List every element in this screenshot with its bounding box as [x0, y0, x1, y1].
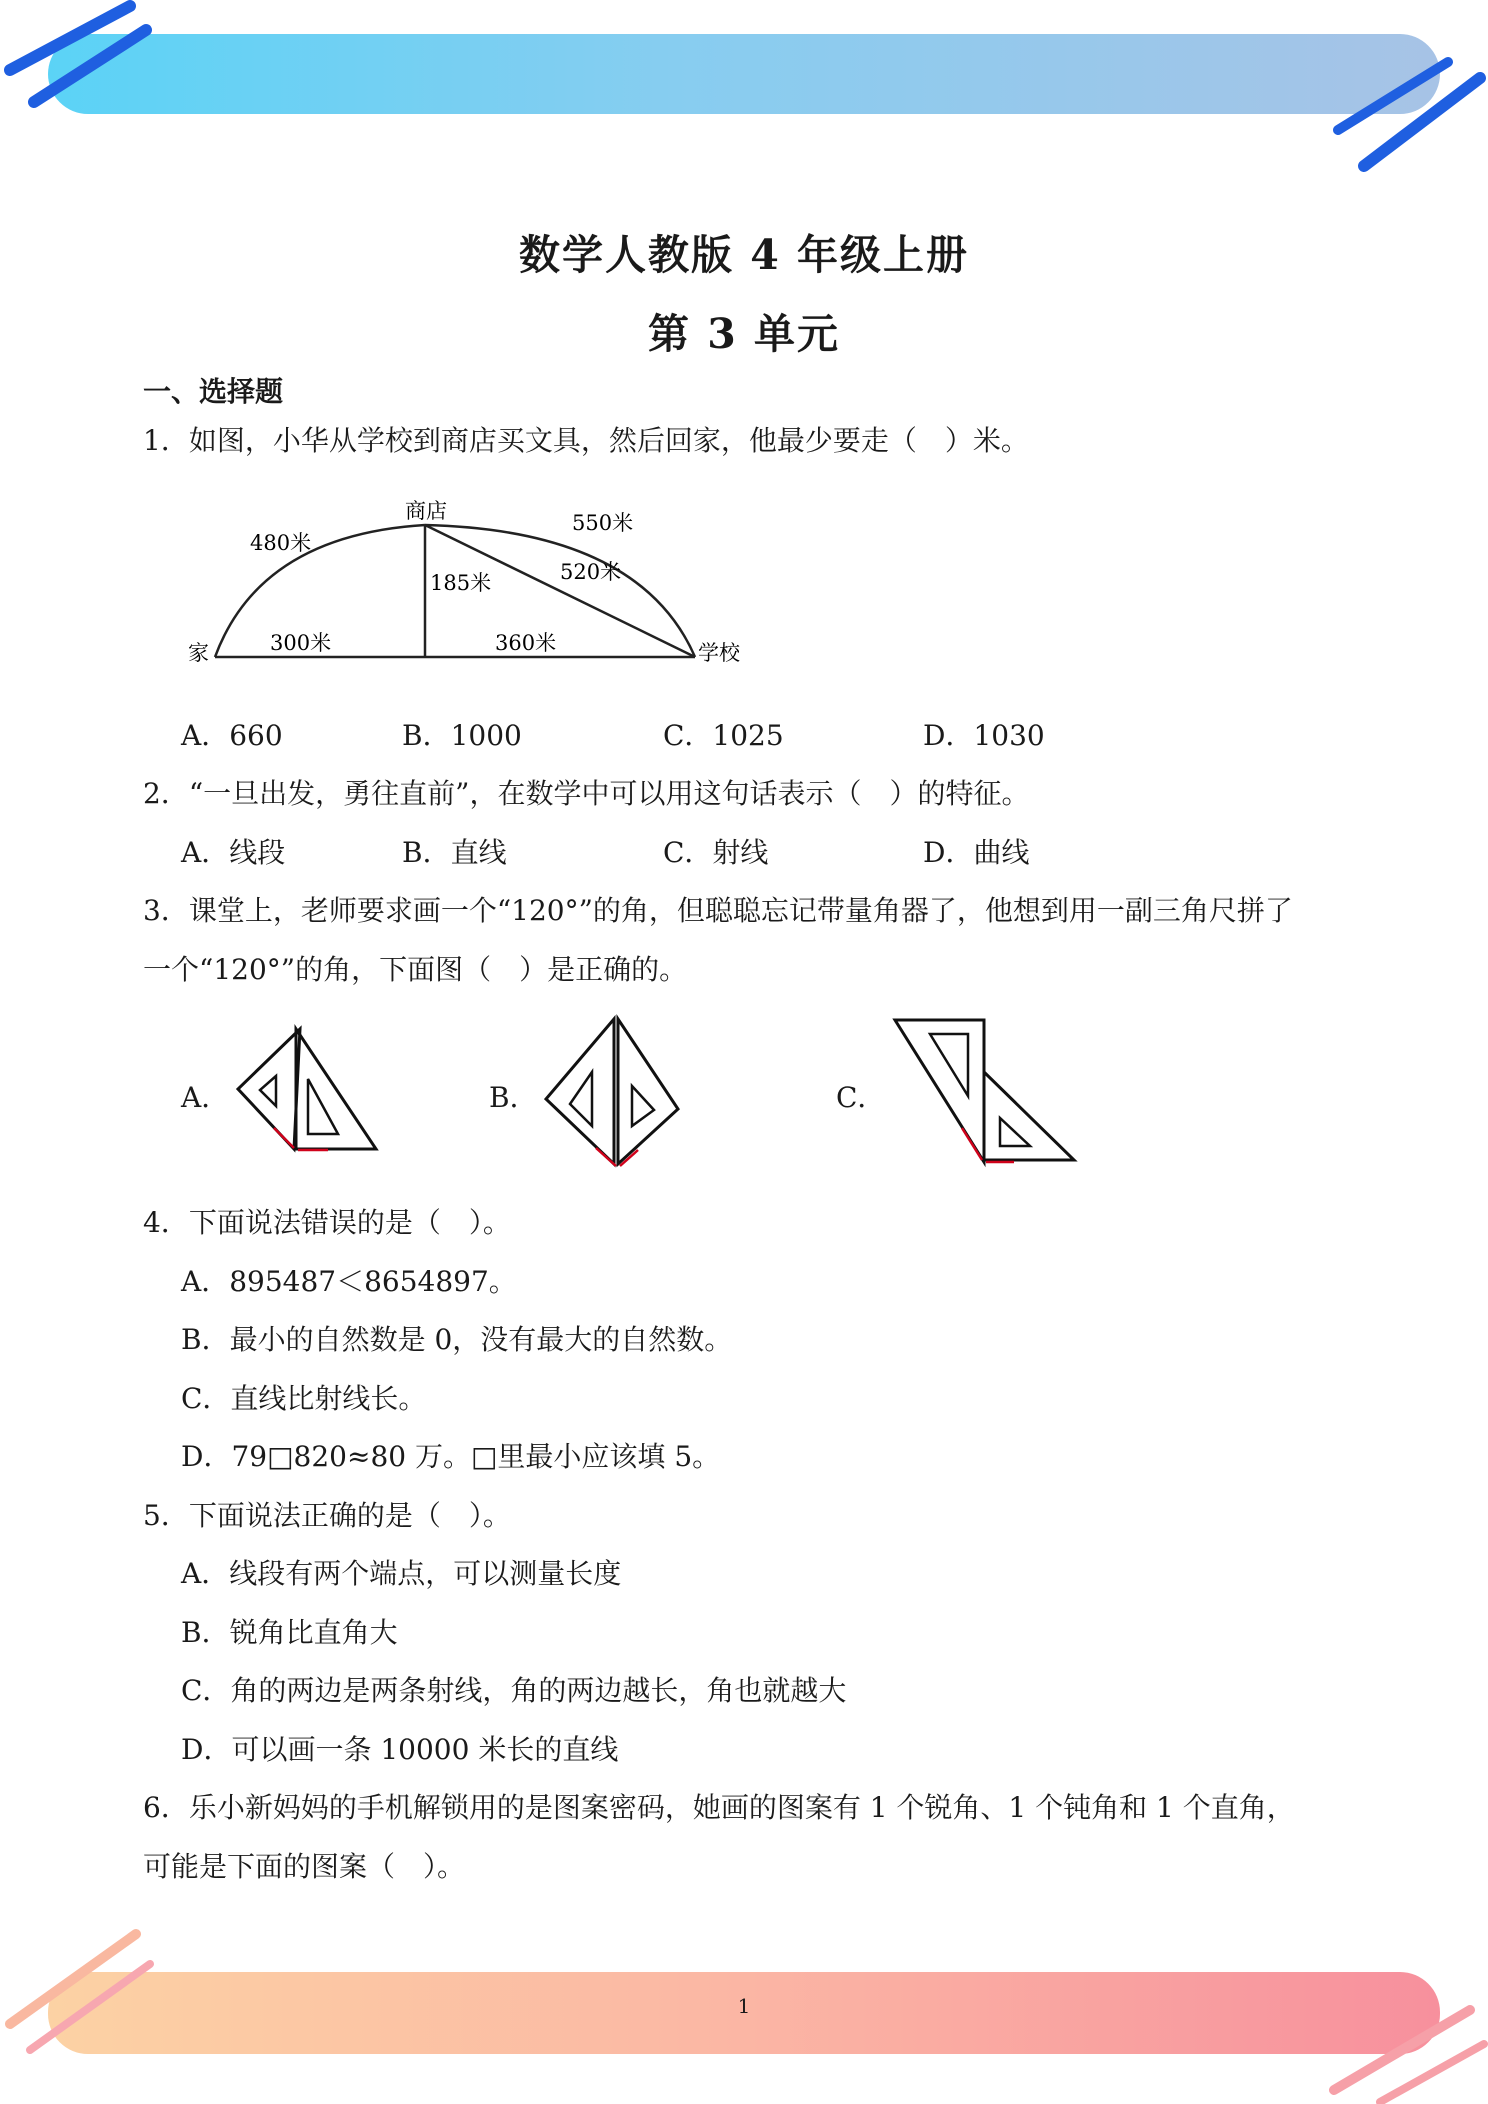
- label-300: 300米: [270, 631, 332, 655]
- question-3-line-1: 3．课堂上，老师要求画一个“120°”的角，但聪聪忘记带量角器了，他想到用一副三角尺拼了: [143, 894, 1293, 927]
- q4-option-b: B．最小的自然数是 0，没有最大的自然数。: [181, 1323, 733, 1356]
- label-185: 185米: [430, 571, 492, 595]
- q3-figure-c: [890, 1014, 1080, 1174]
- label-home: 家: [188, 641, 209, 665]
- q2-option-a: A．线段: [181, 836, 286, 869]
- q2-option-d: D．曲线: [923, 836, 1030, 869]
- q5-option-c: C．角的两边是两条射线，角的两边越长，角也就越大: [181, 1674, 847, 1707]
- question-6-line-2: 可能是下面的图案（ ）。: [143, 1850, 466, 1883]
- label-550: 550米: [572, 511, 634, 535]
- unit-title: 第 3 单元: [647, 310, 841, 358]
- page-number: 1: [737, 1994, 751, 2018]
- q3-option-a: A．: [181, 1081, 230, 1114]
- question-1: 1．如图，小华从学校到商店买文具，然后回家，他最少要走（ ）米。: [143, 424, 1029, 457]
- label-480: 480米: [250, 531, 312, 555]
- label-store: 商店: [405, 499, 447, 523]
- label-360: 360米: [495, 631, 557, 655]
- top-right-stripes: [1320, 50, 1488, 180]
- q3-option-b: B．: [489, 1081, 538, 1114]
- label-school: 学校: [698, 641, 740, 665]
- q2-option-c: C．射线: [663, 836, 769, 869]
- question-2: 2．“一旦出发，勇往直前”，在数学中可以用这句话表示（ ）的特征。: [143, 777, 1030, 810]
- q2-option-b: B．直线: [402, 836, 507, 869]
- question-6-line-1: 6．乐小新妈妈的手机解锁用的是图案密码，她画的图案有 1 个锐角、1 个钝角和 1 个直角，: [143, 1791, 1295, 1824]
- q4-option-a: A．895487＜8654897。: [181, 1265, 517, 1298]
- question-3-line-2: 一个“120°”的角，下面图（ ）是正确的。: [143, 953, 688, 986]
- top-banner: [48, 34, 1440, 114]
- q3-figure-b: [540, 1014, 690, 1174]
- label-520: 520米: [560, 560, 622, 584]
- question-5: 5．下面说法正确的是（ ）。: [143, 1499, 511, 1532]
- section-heading: 一、选择题: [143, 375, 284, 408]
- q1-option-d: D．1030: [923, 719, 1045, 752]
- q1-option-a: A．660: [181, 719, 283, 752]
- q3-figure-a: [232, 1024, 382, 1154]
- q1-option-c: C．1025: [663, 719, 784, 752]
- q5-option-d: D．可以画一条 10000 米长的直线: [181, 1733, 619, 1766]
- page-title: 数学人教版 4 年级上册: [518, 231, 970, 279]
- q5-option-a: A．线段有两个端点，可以测量长度: [181, 1557, 622, 1590]
- q1-option-b: B．1000: [402, 719, 522, 752]
- q4-option-d: D．79□820≈80 万。□里最小应该填 5。: [181, 1440, 721, 1473]
- top-left-stripes: [0, 0, 160, 130]
- q1-route-figure: [180, 490, 760, 670]
- q3-option-c: C．: [836, 1081, 886, 1114]
- q4-option-c: C．直线比射线长。: [181, 1382, 427, 1415]
- question-4: 4．下面说法错误的是（ ）。: [143, 1206, 511, 1239]
- q5-option-b: B．锐角比直角大: [181, 1616, 398, 1649]
